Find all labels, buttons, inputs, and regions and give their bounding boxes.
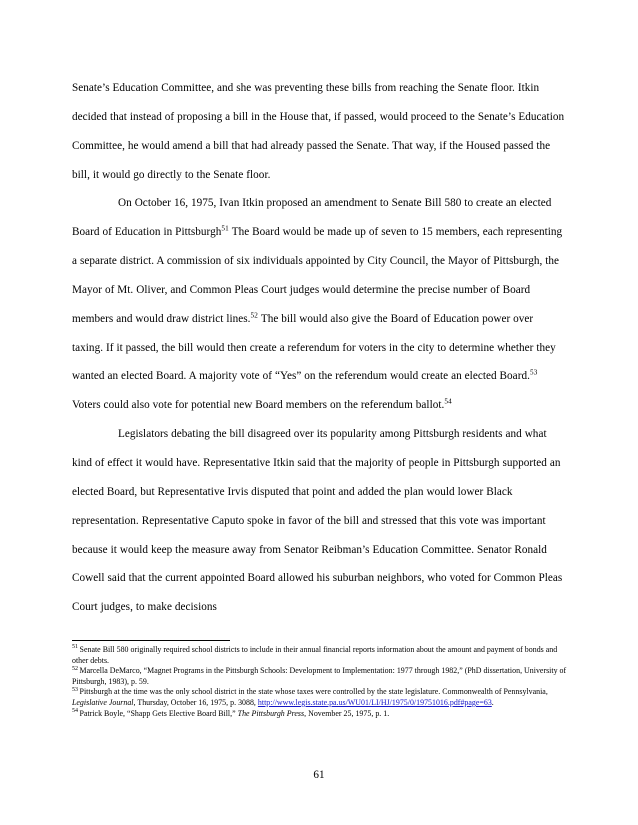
footnote-reference-54[interactable]: 54	[444, 397, 452, 406]
body-paragraph	[72, 189, 567, 420]
italic-title: Legislative Journal	[72, 697, 134, 707]
text-run: , November 25, 1975, p. 1.	[304, 708, 390, 718]
footnote-list	[72, 645, 567, 719]
body-text-block	[72, 74, 567, 622]
footnote-item-52	[72, 666, 567, 687]
footnote-area	[72, 640, 567, 719]
text-run: The bill would also give the Board of Education power over taxing. If it passed, the bill would then create a referendum for voters in the city to determine whether they wanted an elected Board. A majority vote of “Yes” on the referendum would create an elected Board.	[72, 312, 556, 383]
text-run: Pittsburgh at the time was the only school district in the state whose taxes were controlled by the state legislature. Commonwealth of Pennsylvania,	[79, 687, 548, 697]
page-number: 61	[313, 769, 325, 781]
footnote-marker: 51	[72, 644, 79, 651]
footnote-separator-rule	[72, 640, 230, 641]
footnote-reference-53[interactable]: 53	[529, 368, 538, 377]
text-run: The Board would be made up of seven to 15 members, each representing a separate district. A commission of six individuals appointed by City Council, the Mayor of Pittsburgh, the Mayor of Mt. Oliver, and Common Pleas Court judges would determine the precise number of Board members and would draw district lines.	[72, 226, 563, 325]
footnote-item-54	[72, 709, 567, 720]
text-run: Patrick Boyle, “Shapp Gets Elective Board Bill,”	[79, 708, 238, 718]
body-paragraph	[72, 420, 567, 622]
text-run: , Thursday, October 16, 1975, p. 3088,	[133, 697, 258, 707]
text-run: Legislators debating the bill disagreed over its popularity among Pittsburgh residents and what kind of effect it would have. Representative Itkin said that the majority of people in Pittsburgh supported an elected Board, but Representative Irvis disputed that point and added the plan would lower Black representation. Representative Caputo spoke in favor of the bill and stressed that this vote was important because it would keep the measure away from Senator Reibman’s Education Committee. Senator Ronald Cowell said that the current appointed Board allowed his suburban neighbors, who voted for Common Pleas Court judges, to make decisions	[72, 428, 563, 614]
text-run: .	[491, 697, 494, 707]
footnote-marker: 54	[72, 707, 79, 714]
footnote-item-51	[72, 645, 567, 666]
body-paragraph-list	[72, 74, 567, 622]
body-paragraph	[72, 74, 567, 189]
text-run: Marcella DeMarco, “Magnet Programs in the Pittsburgh Schools: Development to Implementation: 1977 through 1982,” (PhD dissertation, University of Pittsburgh, 1983), p. 59.	[72, 666, 567, 686]
text-run: Voters could also vote for potential new Board members on the referendum ballot.	[72, 399, 445, 412]
footnote-marker: 53	[72, 686, 79, 693]
text-run: On October 16, 1975, Ivan Itkin proposed an amendment to Senate Bill 580 to create an elected Board of Education in Pittsburgh	[72, 197, 552, 239]
italic-title: The Pittsburgh Press	[237, 708, 305, 718]
footnote-hyperlink[interactable]: http://www.legis.state.pa.us/WU01/LI/HJ/1975/0/19751016.pdf#page=63	[257, 697, 492, 707]
footnote-reference-51[interactable]: 51	[221, 224, 229, 233]
footnote-marker: 52	[72, 665, 79, 672]
text-run: Senate Bill 580 originally required school districts to include in their annual financial reports information about the amount and payment of bonds and other debts.	[72, 645, 558, 665]
footnote-reference-52[interactable]: 52	[250, 311, 259, 320]
footnote-item-53	[72, 687, 567, 708]
text-run: Senate’s Education Committee, and she was preventing these bills from reaching the Senate floor. Itkin decided that instead of proposing a bill in the House that, if passed, would proceed to the Senate’s Education Committee, he would amend a bill that had already passed the Senate. That way, if the Housed passed the bill, it would go directly to the Senate floor.	[72, 82, 565, 181]
